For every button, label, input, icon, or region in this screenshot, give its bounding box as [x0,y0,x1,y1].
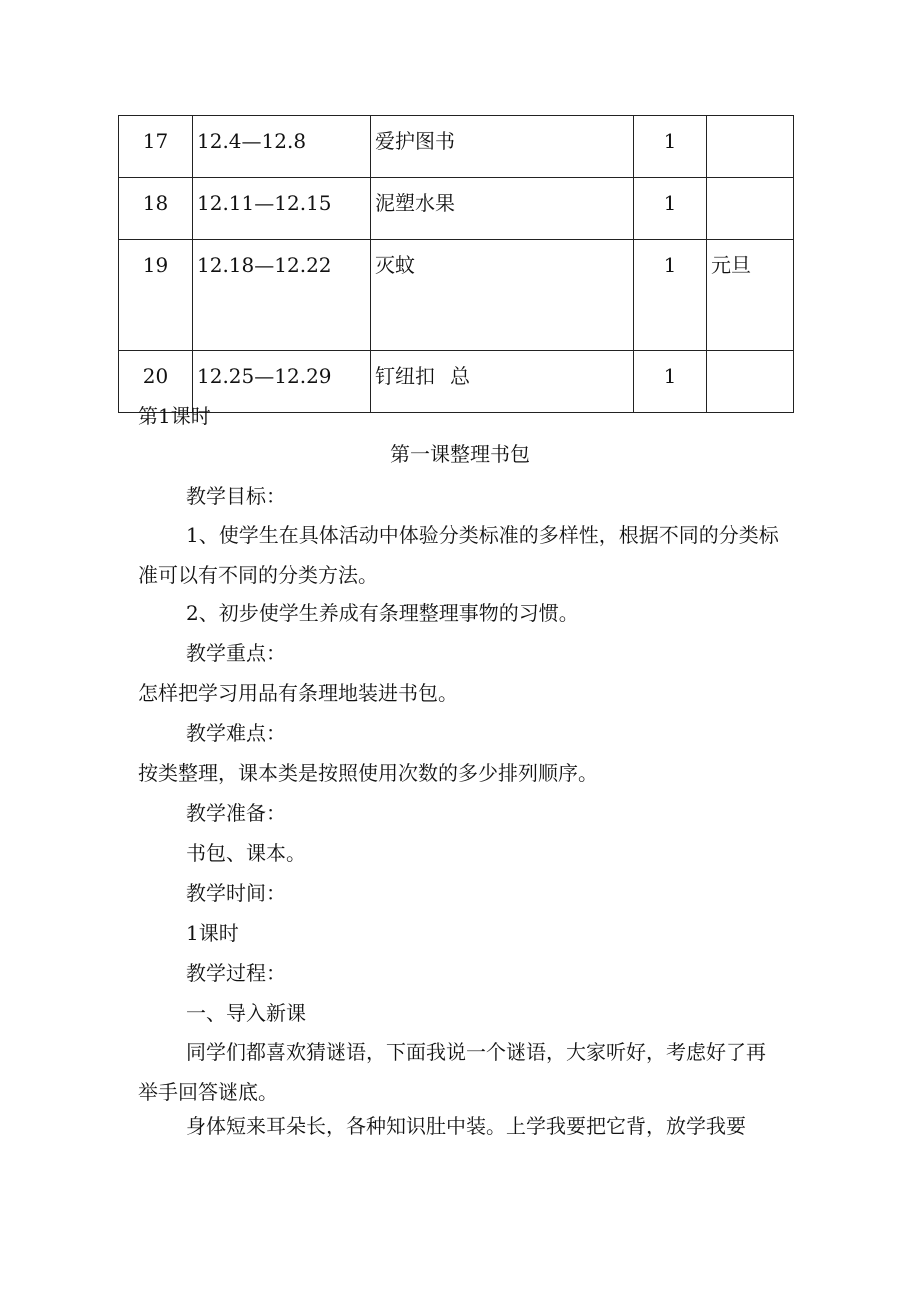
lesson-hours: 1 [634,240,707,351]
process-heading: 教学过程： [186,961,286,985]
date-range: 12.25—12.29 [193,351,371,413]
lesson-note: 元旦 [707,240,794,351]
week-number: 19 [119,240,193,351]
date-range: 12.18—12.22 [193,240,371,351]
date-range: 12.11—12.15 [193,178,371,240]
week-number: 17 [119,116,193,178]
prep-text: 书包、课本。 [186,841,306,865]
intro-paragraph: 同学们都喜欢猜谜语，下面我说一个谜语，大家听好，考虑好了再举手回答谜底。 [138,1040,766,1104]
table-row [119,116,794,178]
time-text: 1课时 [186,921,239,945]
week-number: 20 [119,351,193,413]
key-heading: 教学重点： [186,641,286,665]
lesson-topic: 灭蚊 [371,240,634,351]
week-number: 18 [119,178,193,240]
prep-heading: 教学准备： [186,801,286,825]
lesson-hours: 1 [634,178,707,240]
table-row [119,240,794,351]
step-1-heading: 一、导入新课 [186,1001,306,1025]
difficulty-text: 按类整理，课本类是按照使用次数的多少排列顺序。 [138,761,598,785]
lesson-note [707,178,794,240]
lesson-hours: 1 [634,116,707,178]
lesson-topic: 爱护图书 [371,116,634,178]
lesson-topic: 钉纽扣 [371,351,634,413]
table-row [119,178,794,240]
goal-2: 2、初步使学生养成有条理整理事物的习惯。 [186,601,579,625]
goal-1: 1、使学生在具体活动中体验分类标准的多样性，根据不同的分类标准可以有不同的分类方法。 [138,523,779,587]
lesson-topic: 泥塑水果 [371,178,634,240]
lesson-note [707,116,794,178]
date-range: 12.4—12.8 [193,116,371,178]
riddle-text: 身体短来耳朵长，各种知识肚中装。上学我要把它背，放学我要 [186,1114,746,1138]
goals-heading: 教学目标： [186,484,286,508]
difficulty-heading: 教学难点： [186,721,286,745]
time-heading: 教学时间： [186,881,286,905]
lesson-hours: 1 [634,351,707,413]
lesson-title: 第一课整理书包 [390,442,530,466]
lesson-label: 第1课时 [138,404,211,428]
key-text: 怎样把学习用品有条理地装进书包。 [138,681,458,705]
summary-char: 总 [450,364,470,388]
